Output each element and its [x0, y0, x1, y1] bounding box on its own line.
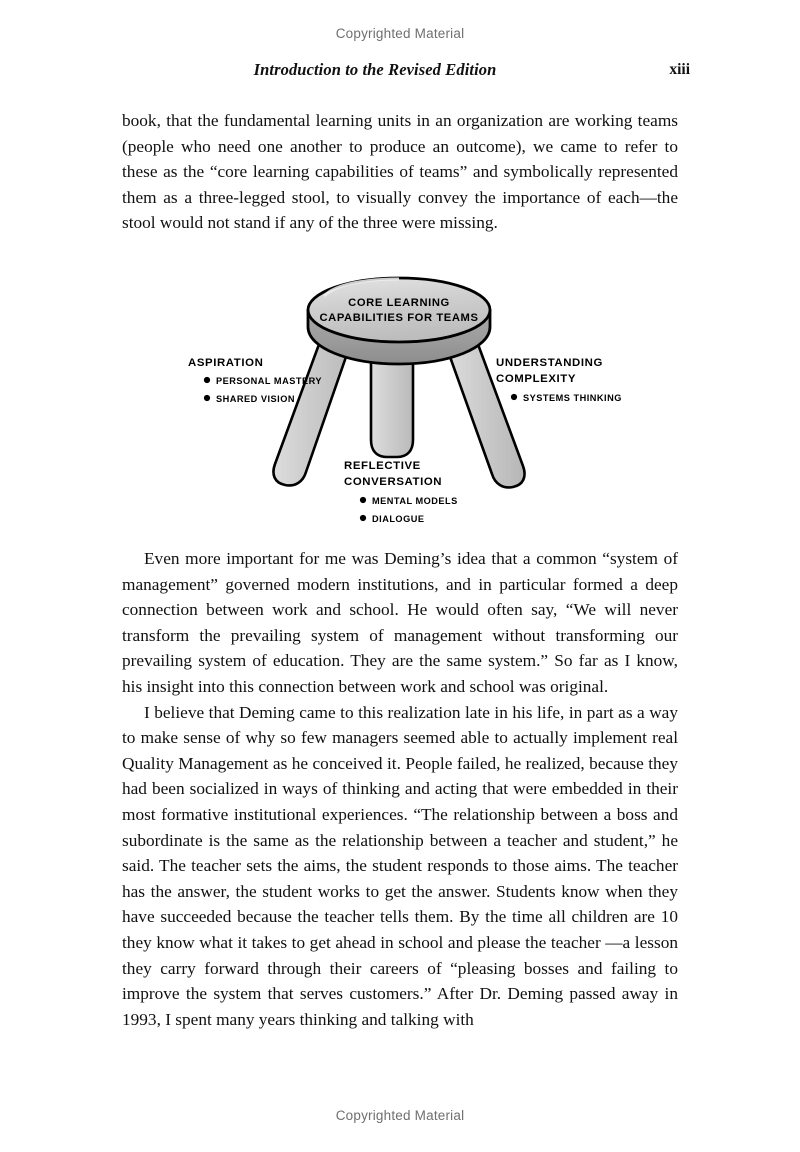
stool-leg-aspiration: [273, 335, 347, 486]
running-head: [110, 60, 690, 82]
text-block-upper: [122, 108, 678, 236]
seat-label-line-1: CORE LEARNING: [348, 297, 450, 309]
understanding-complexity-heading-line-2: COMPLEXITY: [496, 373, 577, 385]
understanding-complexity-bullet-1: SYSTEMS THINKING: [523, 393, 622, 403]
aspiration-bullet-1: PERSONAL MASTERY: [216, 376, 323, 386]
bullet-dot-icon: [511, 394, 517, 400]
label-understanding-complexity: [496, 357, 622, 403]
copyright-watermark-bottom: Copyrighted Material: [335, 1108, 465, 1123]
stool-illustration: [122, 268, 678, 530]
page-number: xiii: [669, 61, 690, 78]
bullet-dot-icon: [204, 395, 210, 401]
bullet-dot-icon: [360, 497, 366, 503]
reflective-conversation-heading-line-1: REFLECTIVE: [344, 460, 421, 472]
seat-label-line-2: CAPABILITIES FOR TEAMS: [319, 312, 479, 324]
paragraph-deming-realization: I believe that Deming came to this realization late in his life, in part as a way to make sense of why so few managers seemed able to actually implement real Quality Management as he conceived it. People failed, he realized, because they had been socialized in ways of thinking and acting that were embedded in their most formative institutional experiences. “The relationship between a boss and subordinate is the same as the relationship between a teacher and student,” he said. The teacher sets the aims, the student responds to those aims. The teacher has the answer, the student works to get the answer. Students know when they have succeeded because the teacher tells them. By the time all children are 10 they know what it takes to get ahead in school and please the teacher —a lesson they carry forward through their careers of “pleasing bosses and failing to improve the system that serves customers.” After Dr. Deming passed away in 1993, I spent many years thinking and talking with: [122, 702, 678, 1029]
reflective-conversation-bullet-2: DIALOGUE: [372, 514, 425, 524]
bullet-dot-icon: [204, 377, 210, 383]
aspiration-heading: ASPIRATION: [188, 357, 264, 369]
bullet-dot-icon: [360, 515, 366, 521]
understanding-complexity-heading-line-1: UNDERSTANDING: [496, 357, 603, 369]
reflective-conversation-bullet-1: MENTAL MODELS: [372, 496, 458, 506]
reflective-conversation-heading-line-2: CONVERSATION: [344, 476, 443, 488]
stool-figure: [122, 268, 678, 530]
text-block-lower: [122, 546, 678, 1032]
paragraph-deming-system: Even more important for me was Deming’s idea that a common “system of management” governed modern institutions, and in particular formed a deep connection between work and school. He would often say, “We will never transform the prevailing system of management without transforming our prevailing system of education. They are the same system.” So far as I know, his insight into this connection between work and school was original.: [122, 549, 678, 696]
label-reflective-conversation: [344, 460, 458, 524]
aspiration-bullet-2: SHARED VISION: [216, 394, 295, 404]
copyright-watermark-top: Copyrighted Material: [335, 26, 465, 41]
paragraph-continuation: book, that the fundamental learning units in an organization are working teams (people who need one another to produce an outcome), we came to refer to these as the “core learning capabilities of teams” and symbolically represented them as a three-legged stool, to visually convey the importance of each—the stool would not stand if any of the three were missing.: [122, 111, 678, 233]
running-head-title: Introduction to the Revised Edition: [253, 60, 497, 79]
